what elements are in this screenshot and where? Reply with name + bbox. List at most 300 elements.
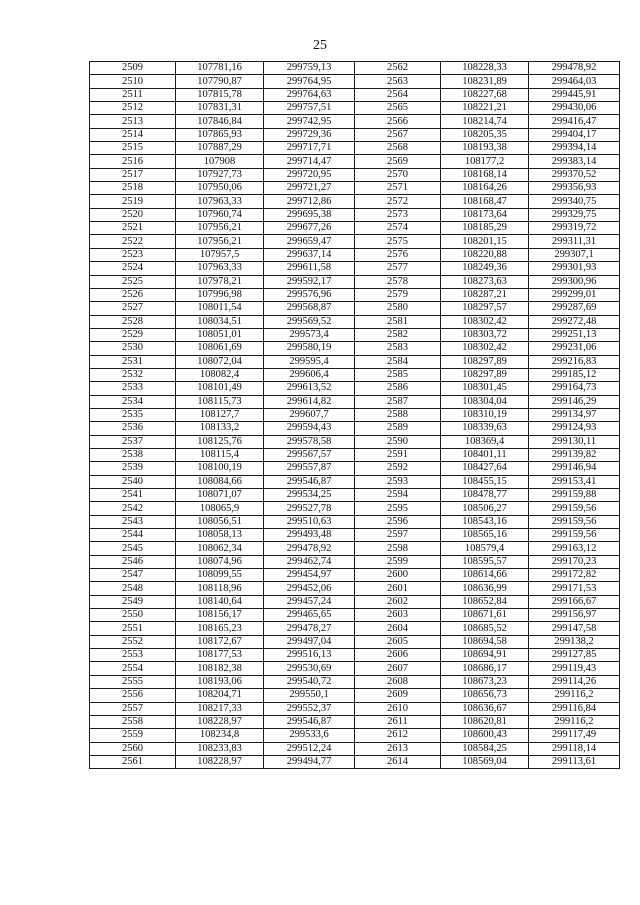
table-cell-point-number: 2515 — [90, 142, 176, 155]
table-cell-y-coordinate: 299171,53 — [529, 582, 620, 595]
table-cell-x-coordinate: 108193,06 — [176, 675, 264, 688]
table-cell-point-number: 2536 — [90, 422, 176, 435]
table-cell-x-coordinate: 108056,51 — [176, 515, 264, 528]
table-cell-point-number: 2597 — [355, 529, 441, 542]
table-cell-point-number: 2569 — [355, 155, 441, 168]
table-cell-x-coordinate: 107927,73 — [176, 168, 264, 181]
table-cell-y-coordinate: 299567,57 — [264, 448, 355, 461]
table-cell-y-coordinate: 299465,65 — [264, 609, 355, 622]
table-cell-point-number: 2576 — [355, 248, 441, 261]
table-cell-point-number: 2586 — [355, 382, 441, 395]
table-row — [90, 422, 620, 435]
table-row — [90, 328, 620, 341]
table-row — [90, 142, 620, 155]
table-cell-x-coordinate: 108115,4 — [176, 448, 264, 461]
table-cell-point-number: 2575 — [355, 235, 441, 248]
table-cell-x-coordinate: 107978,21 — [176, 275, 264, 288]
table-cell-x-coordinate: 108127,7 — [176, 408, 264, 421]
table-cell-x-coordinate: 108579,4 — [441, 542, 529, 555]
table-cell-x-coordinate: 108165,23 — [176, 622, 264, 635]
table-cell-y-coordinate: 299300,96 — [529, 275, 620, 288]
table-cell-point-number: 2545 — [90, 542, 176, 555]
table-cell-y-coordinate: 299497,04 — [264, 635, 355, 648]
table-cell-point-number: 2601 — [355, 582, 441, 595]
table-row — [90, 302, 620, 315]
table-cell-x-coordinate: 108220,88 — [441, 248, 529, 261]
table-row — [90, 395, 620, 408]
table-cell-y-coordinate: 299742,95 — [264, 115, 355, 128]
table-cell-point-number: 2528 — [90, 315, 176, 328]
table-row — [90, 168, 620, 181]
table-cell-y-coordinate: 299118,14 — [529, 742, 620, 755]
table-cell-y-coordinate: 299117,49 — [529, 729, 620, 742]
table-cell-point-number: 2584 — [355, 355, 441, 368]
table-row — [90, 515, 620, 528]
table-cell-y-coordinate: 299540,72 — [264, 675, 355, 688]
table-cell-x-coordinate: 108652,84 — [441, 595, 529, 608]
table-cell-x-coordinate: 108101,49 — [176, 382, 264, 395]
table-cell-y-coordinate: 299546,87 — [264, 715, 355, 728]
table-cell-x-coordinate: 107963,33 — [176, 195, 264, 208]
table-cell-y-coordinate: 299130,11 — [529, 435, 620, 448]
table-cell-y-coordinate: 299272,48 — [529, 315, 620, 328]
table-cell-x-coordinate: 108694,58 — [441, 635, 529, 648]
table-cell-y-coordinate: 299159,56 — [529, 529, 620, 542]
table-cell-point-number: 2610 — [355, 702, 441, 715]
table-cell-point-number: 2603 — [355, 609, 441, 622]
table-cell-point-number: 2533 — [90, 382, 176, 395]
table-cell-y-coordinate: 299464,03 — [529, 75, 620, 88]
table-cell-y-coordinate: 299478,92 — [529, 62, 620, 75]
table-cell-y-coordinate: 299329,75 — [529, 208, 620, 221]
table-cell-point-number: 2511 — [90, 88, 176, 101]
table-cell-x-coordinate: 108656,73 — [441, 689, 529, 702]
table-cell-y-coordinate: 299185,12 — [529, 368, 620, 381]
table-cell-point-number: 2514 — [90, 128, 176, 141]
table-row — [90, 62, 620, 75]
table-row — [90, 248, 620, 261]
table-cell-y-coordinate: 299445,91 — [529, 88, 620, 101]
table-cell-x-coordinate: 107831,31 — [176, 102, 264, 115]
table-cell-x-coordinate: 108301,45 — [441, 382, 529, 395]
table-cell-point-number: 2600 — [355, 569, 441, 582]
table-cell-y-coordinate: 299299,01 — [529, 288, 620, 301]
table-cell-y-coordinate: 299166,67 — [529, 595, 620, 608]
table-row — [90, 582, 620, 595]
table-cell-point-number: 2549 — [90, 595, 176, 608]
table-row — [90, 448, 620, 461]
table-cell-x-coordinate: 108065,9 — [176, 502, 264, 515]
table-cell-x-coordinate: 108369,4 — [441, 435, 529, 448]
table-cell-y-coordinate: 299721,27 — [264, 182, 355, 195]
table-cell-x-coordinate: 108062,34 — [176, 542, 264, 555]
table-cell-point-number: 2577 — [355, 262, 441, 275]
table-cell-point-number: 2554 — [90, 662, 176, 675]
table-cell-y-coordinate: 299319,72 — [529, 222, 620, 235]
table-cell-y-coordinate: 299573,4 — [264, 328, 355, 341]
table-cell-x-coordinate: 107790,87 — [176, 75, 264, 88]
table-cell-point-number: 2588 — [355, 408, 441, 421]
table-cell-point-number: 2542 — [90, 502, 176, 515]
table-row — [90, 262, 620, 275]
table-cell-y-coordinate: 299695,38 — [264, 208, 355, 221]
table-cell-x-coordinate: 108217,33 — [176, 702, 264, 715]
table-cell-point-number: 2535 — [90, 408, 176, 421]
table-cell-y-coordinate: 299614,82 — [264, 395, 355, 408]
table-cell-x-coordinate: 108478,77 — [441, 489, 529, 502]
table-cell-y-coordinate: 299494,77 — [264, 755, 355, 768]
table-cell-x-coordinate: 108339,63 — [441, 422, 529, 435]
table-cell-x-coordinate: 108058,13 — [176, 529, 264, 542]
table-cell-x-coordinate: 108099,55 — [176, 569, 264, 582]
table-row — [90, 208, 620, 221]
table-cell-point-number: 2534 — [90, 395, 176, 408]
table-cell-x-coordinate: 108172,67 — [176, 635, 264, 648]
table-cell-y-coordinate: 299404,17 — [529, 128, 620, 141]
table-cell-point-number: 2561 — [90, 755, 176, 768]
table-cell-x-coordinate: 108287,21 — [441, 288, 529, 301]
table-cell-y-coordinate: 299533,6 — [264, 729, 355, 742]
table-cell-x-coordinate: 108600,43 — [441, 729, 529, 742]
table-cell-x-coordinate: 108671,61 — [441, 609, 529, 622]
table-cell-x-coordinate: 108115,73 — [176, 395, 264, 408]
table-cell-y-coordinate: 299231,06 — [529, 342, 620, 355]
table-cell-y-coordinate: 299251,13 — [529, 328, 620, 341]
table-row — [90, 275, 620, 288]
table-cell-point-number: 2531 — [90, 355, 176, 368]
table-cell-point-number: 2580 — [355, 302, 441, 315]
table-row — [90, 569, 620, 582]
table-cell-point-number: 2560 — [90, 742, 176, 755]
table-row — [90, 742, 620, 755]
table-cell-x-coordinate: 107963,33 — [176, 262, 264, 275]
table-cell-y-coordinate: 299516,13 — [264, 649, 355, 662]
table-cell-y-coordinate: 299159,88 — [529, 489, 620, 502]
table-cell-x-coordinate: 108061,69 — [176, 342, 264, 355]
table-cell-y-coordinate: 299116,2 — [529, 715, 620, 728]
table-cell-y-coordinate: 299307,1 — [529, 248, 620, 261]
table-cell-x-coordinate: 108427,64 — [441, 462, 529, 475]
table-row — [90, 128, 620, 141]
table-cell-point-number: 2518 — [90, 182, 176, 195]
table-cell-point-number: 2612 — [355, 729, 441, 742]
table-cell-point-number: 2613 — [355, 742, 441, 755]
table-cell-y-coordinate: 299568,87 — [264, 302, 355, 315]
table-cell-y-coordinate: 299311,31 — [529, 235, 620, 248]
table-cell-point-number: 2611 — [355, 715, 441, 728]
table-row — [90, 315, 620, 328]
table-row — [90, 75, 620, 88]
table-cell-x-coordinate: 108636,67 — [441, 702, 529, 715]
table-cell-y-coordinate: 299156,97 — [529, 609, 620, 622]
table-cell-point-number: 2593 — [355, 475, 441, 488]
table-cell-x-coordinate: 108177,53 — [176, 649, 264, 662]
table-cell-y-coordinate: 299576,96 — [264, 288, 355, 301]
table-row — [90, 675, 620, 688]
table-cell-x-coordinate: 108233,83 — [176, 742, 264, 755]
table-cell-y-coordinate: 299592,17 — [264, 275, 355, 288]
table-cell-point-number: 2530 — [90, 342, 176, 355]
table-cell-x-coordinate: 108185,29 — [441, 222, 529, 235]
table-cell-point-number: 2509 — [90, 62, 176, 75]
table-cell-point-number: 2543 — [90, 515, 176, 528]
table-cell-point-number: 2578 — [355, 275, 441, 288]
table-cell-x-coordinate: 108297,89 — [441, 368, 529, 381]
table-cell-point-number: 2568 — [355, 142, 441, 155]
table-row — [90, 502, 620, 515]
table-cell-y-coordinate: 299478,27 — [264, 622, 355, 635]
table-cell-y-coordinate: 299216,83 — [529, 355, 620, 368]
table-cell-x-coordinate: 108614,66 — [441, 569, 529, 582]
table-cell-x-coordinate: 107956,21 — [176, 235, 264, 248]
table-cell-y-coordinate: 299512,24 — [264, 742, 355, 755]
table-cell-x-coordinate: 108118,96 — [176, 582, 264, 595]
table-cell-point-number: 2541 — [90, 489, 176, 502]
table-cell-y-coordinate: 299340,75 — [529, 195, 620, 208]
table-cell-x-coordinate: 108214,74 — [441, 115, 529, 128]
table-cell-y-coordinate: 299546,87 — [264, 475, 355, 488]
table-row — [90, 622, 620, 635]
table-cell-y-coordinate: 299113,61 — [529, 755, 620, 768]
coordinates-table-body — [90, 62, 620, 769]
table-cell-y-coordinate: 299116,2 — [529, 689, 620, 702]
table-cell-x-coordinate: 108297,89 — [441, 355, 529, 368]
table-cell-y-coordinate: 299611,58 — [264, 262, 355, 275]
table-cell-x-coordinate: 108231,89 — [441, 75, 529, 88]
table-row — [90, 755, 620, 768]
table-cell-x-coordinate: 107887,29 — [176, 142, 264, 155]
table-cell-y-coordinate: 299127,85 — [529, 649, 620, 662]
table-cell-x-coordinate: 108569,04 — [441, 755, 529, 768]
coordinates-table — [89, 61, 620, 769]
table-cell-y-coordinate: 299580,19 — [264, 342, 355, 355]
table-row — [90, 475, 620, 488]
table-cell-point-number: 2562 — [355, 62, 441, 75]
table-cell-x-coordinate: 107781,16 — [176, 62, 264, 75]
table-row — [90, 115, 620, 128]
table-cell-point-number: 2570 — [355, 168, 441, 181]
table-row — [90, 649, 620, 662]
table-cell-x-coordinate: 108227,68 — [441, 88, 529, 101]
table-cell-point-number: 2522 — [90, 235, 176, 248]
table-row — [90, 609, 620, 622]
table-cell-y-coordinate: 299717,71 — [264, 142, 355, 155]
table-cell-x-coordinate: 108051,01 — [176, 328, 264, 341]
table-cell-point-number: 2525 — [90, 275, 176, 288]
table-cell-point-number: 2590 — [355, 435, 441, 448]
table-row — [90, 155, 620, 168]
table-cell-x-coordinate: 108082,4 — [176, 368, 264, 381]
table-cell-y-coordinate: 299159,56 — [529, 515, 620, 528]
table-cell-x-coordinate: 108228,97 — [176, 755, 264, 768]
table-cell-point-number: 2512 — [90, 102, 176, 115]
table-cell-point-number: 2532 — [90, 368, 176, 381]
table-cell-y-coordinate: 299462,74 — [264, 555, 355, 568]
table-cell-x-coordinate: 108168,14 — [441, 168, 529, 181]
table-row — [90, 595, 620, 608]
table-cell-point-number: 2567 — [355, 128, 441, 141]
table-cell-point-number: 2571 — [355, 182, 441, 195]
table-row — [90, 408, 620, 421]
table-row — [90, 542, 620, 555]
table-cell-y-coordinate: 299714,47 — [264, 155, 355, 168]
table-cell-x-coordinate: 108182,38 — [176, 662, 264, 675]
table-cell-x-coordinate: 108543,16 — [441, 515, 529, 528]
table-cell-y-coordinate: 299430,06 — [529, 102, 620, 115]
table-cell-point-number: 2551 — [90, 622, 176, 635]
table-cell-point-number: 2589 — [355, 422, 441, 435]
table-cell-x-coordinate: 108201,15 — [441, 235, 529, 248]
table-cell-x-coordinate: 108072,04 — [176, 355, 264, 368]
table-row — [90, 489, 620, 502]
table-cell-point-number: 2605 — [355, 635, 441, 648]
table-row — [90, 435, 620, 448]
table-cell-y-coordinate: 299170,23 — [529, 555, 620, 568]
table-cell-x-coordinate: 107908 — [176, 155, 264, 168]
table-cell-y-coordinate: 299394,14 — [529, 142, 620, 155]
table-cell-x-coordinate: 108302,42 — [441, 342, 529, 355]
table-cell-x-coordinate: 108685,52 — [441, 622, 529, 635]
table-cell-y-coordinate: 299613,52 — [264, 382, 355, 395]
table-cell-x-coordinate: 108636,99 — [441, 582, 529, 595]
table-cell-point-number: 2513 — [90, 115, 176, 128]
table-cell-y-coordinate: 299677,26 — [264, 222, 355, 235]
table-cell-x-coordinate: 108304,04 — [441, 395, 529, 408]
table-cell-y-coordinate: 299534,25 — [264, 489, 355, 502]
table-cell-y-coordinate: 299383,14 — [529, 155, 620, 168]
table-cell-x-coordinate: 108620,81 — [441, 715, 529, 728]
table-cell-x-coordinate: 108204,71 — [176, 689, 264, 702]
table-cell-x-coordinate: 108168,47 — [441, 195, 529, 208]
table-cell-x-coordinate: 108228,33 — [441, 62, 529, 75]
table-cell-y-coordinate: 299557,87 — [264, 462, 355, 475]
table-row — [90, 288, 620, 301]
table-cell-point-number: 2527 — [90, 302, 176, 315]
table-cell-point-number: 2538 — [90, 448, 176, 461]
table-cell-x-coordinate: 108506,27 — [441, 502, 529, 515]
table-cell-y-coordinate: 299153,41 — [529, 475, 620, 488]
table-cell-x-coordinate: 107956,21 — [176, 222, 264, 235]
table-cell-point-number: 2517 — [90, 168, 176, 181]
table-cell-x-coordinate: 107865,93 — [176, 128, 264, 141]
table-cell-y-coordinate: 299139,82 — [529, 448, 620, 461]
table-cell-point-number: 2557 — [90, 702, 176, 715]
table-row — [90, 555, 620, 568]
table-cell-y-coordinate: 299764,95 — [264, 75, 355, 88]
table-cell-x-coordinate: 108694,91 — [441, 649, 529, 662]
table-cell-y-coordinate: 299552,37 — [264, 702, 355, 715]
table-cell-y-coordinate: 299720,95 — [264, 168, 355, 181]
table-cell-x-coordinate: 107846,84 — [176, 115, 264, 128]
table-cell-x-coordinate: 108177,2 — [441, 155, 529, 168]
table-cell-point-number: 2606 — [355, 649, 441, 662]
table-cell-point-number: 2529 — [90, 328, 176, 341]
table-row — [90, 342, 620, 355]
table-cell-x-coordinate: 108205,35 — [441, 128, 529, 141]
table-cell-point-number: 2553 — [90, 649, 176, 662]
table-cell-point-number: 2547 — [90, 569, 176, 582]
table-cell-y-coordinate: 299163,12 — [529, 542, 620, 555]
table-cell-point-number: 2526 — [90, 288, 176, 301]
table-cell-point-number: 2546 — [90, 555, 176, 568]
table-cell-y-coordinate: 299159,56 — [529, 502, 620, 515]
table-cell-point-number: 2583 — [355, 342, 441, 355]
table-cell-y-coordinate: 299287,69 — [529, 302, 620, 315]
table-cell-y-coordinate: 299637,14 — [264, 248, 355, 261]
table-row — [90, 235, 620, 248]
table-cell-point-number: 2574 — [355, 222, 441, 235]
table-cell-x-coordinate: 108249,36 — [441, 262, 529, 275]
table-cell-x-coordinate: 108140,64 — [176, 595, 264, 608]
table-cell-point-number: 2596 — [355, 515, 441, 528]
table-cell-point-number: 2607 — [355, 662, 441, 675]
table-row — [90, 702, 620, 715]
table-cell-point-number: 2609 — [355, 689, 441, 702]
table-cell-y-coordinate: 299114,26 — [529, 675, 620, 688]
table-row — [90, 195, 620, 208]
table-cell-point-number: 2594 — [355, 489, 441, 502]
table-row — [90, 382, 620, 395]
table-cell-y-coordinate: 299146,29 — [529, 395, 620, 408]
table-cell-y-coordinate: 299594,43 — [264, 422, 355, 435]
table-cell-y-coordinate: 299607,7 — [264, 408, 355, 421]
table-cell-x-coordinate: 108584,25 — [441, 742, 529, 755]
table-row — [90, 462, 620, 475]
table-cell-y-coordinate: 299659,47 — [264, 235, 355, 248]
table-cell-x-coordinate: 108034,51 — [176, 315, 264, 328]
table-cell-x-coordinate: 107960,74 — [176, 208, 264, 221]
table-cell-point-number: 2516 — [90, 155, 176, 168]
table-cell-point-number: 2591 — [355, 448, 441, 461]
table-cell-point-number: 2544 — [90, 529, 176, 542]
table-cell-y-coordinate: 299759,13 — [264, 62, 355, 75]
table-cell-point-number: 2558 — [90, 715, 176, 728]
table-cell-point-number: 2602 — [355, 595, 441, 608]
table-cell-y-coordinate: 299527,78 — [264, 502, 355, 515]
table-cell-point-number: 2598 — [355, 542, 441, 555]
table-cell-x-coordinate: 108156,17 — [176, 609, 264, 622]
table-cell-x-coordinate: 107815,78 — [176, 88, 264, 101]
table-cell-x-coordinate: 107950,06 — [176, 182, 264, 195]
table-row — [90, 368, 620, 381]
table-cell-point-number: 2614 — [355, 755, 441, 768]
table-row — [90, 689, 620, 702]
table-cell-x-coordinate: 108100,19 — [176, 462, 264, 475]
table-cell-point-number: 2587 — [355, 395, 441, 408]
table-cell-point-number: 2539 — [90, 462, 176, 475]
table-cell-y-coordinate: 299172,82 — [529, 569, 620, 582]
table-cell-y-coordinate: 299116,84 — [529, 702, 620, 715]
table-cell-x-coordinate: 108125,76 — [176, 435, 264, 448]
table-cell-y-coordinate: 299356,93 — [529, 182, 620, 195]
table-cell-y-coordinate: 299757,51 — [264, 102, 355, 115]
table-cell-x-coordinate: 108686,17 — [441, 662, 529, 675]
page-number: 25 — [313, 38, 327, 53]
table-cell-point-number: 2519 — [90, 195, 176, 208]
table-cell-y-coordinate: 299454,97 — [264, 569, 355, 582]
table-cell-point-number: 2566 — [355, 115, 441, 128]
table-cell-point-number: 2540 — [90, 475, 176, 488]
table-cell-y-coordinate: 299569,52 — [264, 315, 355, 328]
table-cell-point-number: 2563 — [355, 75, 441, 88]
table-row — [90, 88, 620, 101]
table-cell-x-coordinate: 108193,38 — [441, 142, 529, 155]
table-cell-point-number: 2604 — [355, 622, 441, 635]
table-row — [90, 102, 620, 115]
table-cell-y-coordinate: 299147,58 — [529, 622, 620, 635]
table-cell-point-number: 2510 — [90, 75, 176, 88]
table-cell-y-coordinate: 299124,93 — [529, 422, 620, 435]
